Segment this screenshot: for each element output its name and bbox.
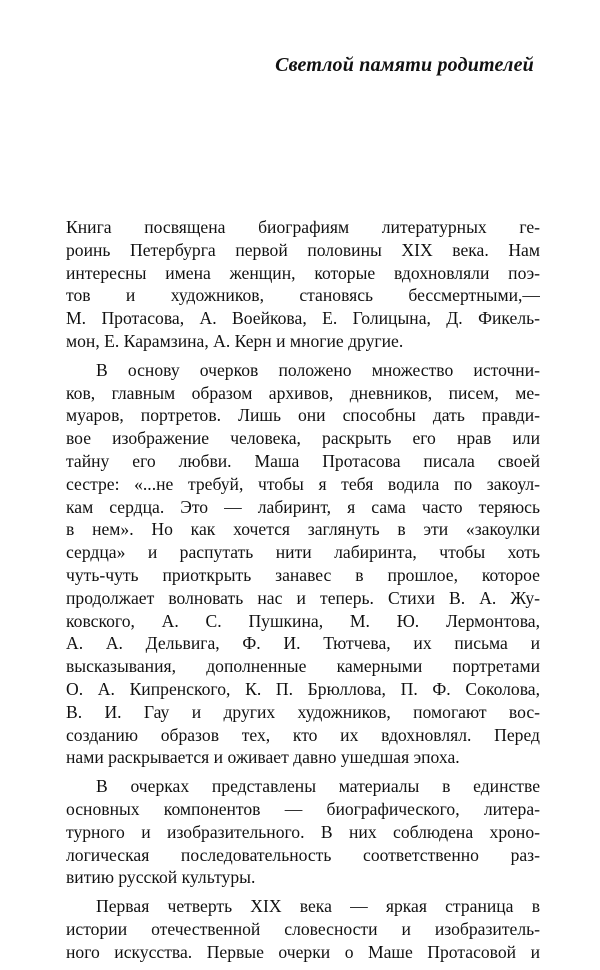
paragraph-4 — [66, 895, 540, 963]
paragraph-2 — [66, 359, 540, 769]
text-line: витию русской культуры. — [66, 867, 256, 888]
text-line: В основу очерков положено множество источни- — [96, 359, 540, 380]
text-line: В. И. Гау и других художников, помогают вос- — [66, 701, 540, 722]
text-line: В очерках представлены материалы в единстве — [96, 776, 540, 797]
paragraph-1 — [66, 216, 540, 353]
text-line: ного искусства. Первые очерки о Маше Протасовой и — [66, 941, 540, 962]
text-line: высказывания, дополненные камерными портретами — [66, 656, 540, 677]
text-line: ковского, А. С. Пушкина, М. Ю. Лермонтова, — [66, 610, 540, 631]
text-line: кам сердца. Это — лабиринт, я сама часто теряюсь — [66, 496, 540, 517]
text-line: мон, Е. Карамзина, А. Керн и многие другие. — [66, 330, 404, 351]
text-line: муаров, портретов. Лишь они способны дать правди- — [66, 405, 540, 426]
text-line: Первая четверть XIX века — яркая страница в — [96, 896, 540, 917]
text-line: в нем». Но как хочется заглянуть в эти «закоулки — [66, 519, 540, 540]
paragraph-3 — [66, 775, 540, 889]
text-line: сестре: «...не требуй, чтобы я тебя водила по закоул- — [66, 473, 540, 494]
text-line: Книга посвящена биографиям литературных ге- — [66, 217, 540, 237]
text-line: истории отечественной словесности и изобразитель- — [66, 918, 540, 939]
text-line: тов и художников, становясь бессмертными,— — [66, 285, 540, 306]
text-line: чуть-чуть приоткрыть занавес в прошлое, которое — [66, 564, 540, 585]
body-text — [66, 216, 540, 970]
text-line: М. Протасова, А. Воейкова, Е. Голицына, Д. Фикель- — [66, 308, 540, 329]
text-line: роинь Петербурга первой половины XIX века. Нам — [66, 239, 540, 260]
text-line: тайну его любви. Маша Протасова писала своей — [66, 450, 540, 471]
text-line: продолжает волновать нас и теперь. Стихи В. А. Жу- — [66, 587, 540, 608]
text-line: турного и изобразительного. В них соблюдена хроно- — [66, 821, 540, 842]
text-line: сердца» и распутать нити лабиринта, чтобы хоть — [66, 542, 540, 563]
dedication-epigraph: Светлой памяти родителей — [275, 54, 534, 76]
text-line: логическая последовательность соответственно раз- — [66, 844, 540, 865]
text-line: основных компонентов — биографического, литера- — [66, 798, 540, 819]
text-line: нами раскрывается и оживает давно ушедшая эпоха. — [66, 747, 460, 768]
text-line: А. А. Дельвига, Ф. И. Тютчева, их письма и — [66, 633, 540, 654]
text-line: созданию образов тех, кто их вдохновлял. Перед — [66, 724, 540, 745]
text-line: интересны имена женщин, которые вдохновляли поэ- — [66, 262, 540, 283]
text-line: ков, главным образом архивов, дневников, писем, ме- — [66, 382, 540, 403]
text-line: вое изображение человека, раскрыть его нрав или — [66, 428, 540, 449]
text-line: О. А. Кипренского, К. П. Брюллова, П. Ф. Соколова, — [66, 678, 540, 699]
